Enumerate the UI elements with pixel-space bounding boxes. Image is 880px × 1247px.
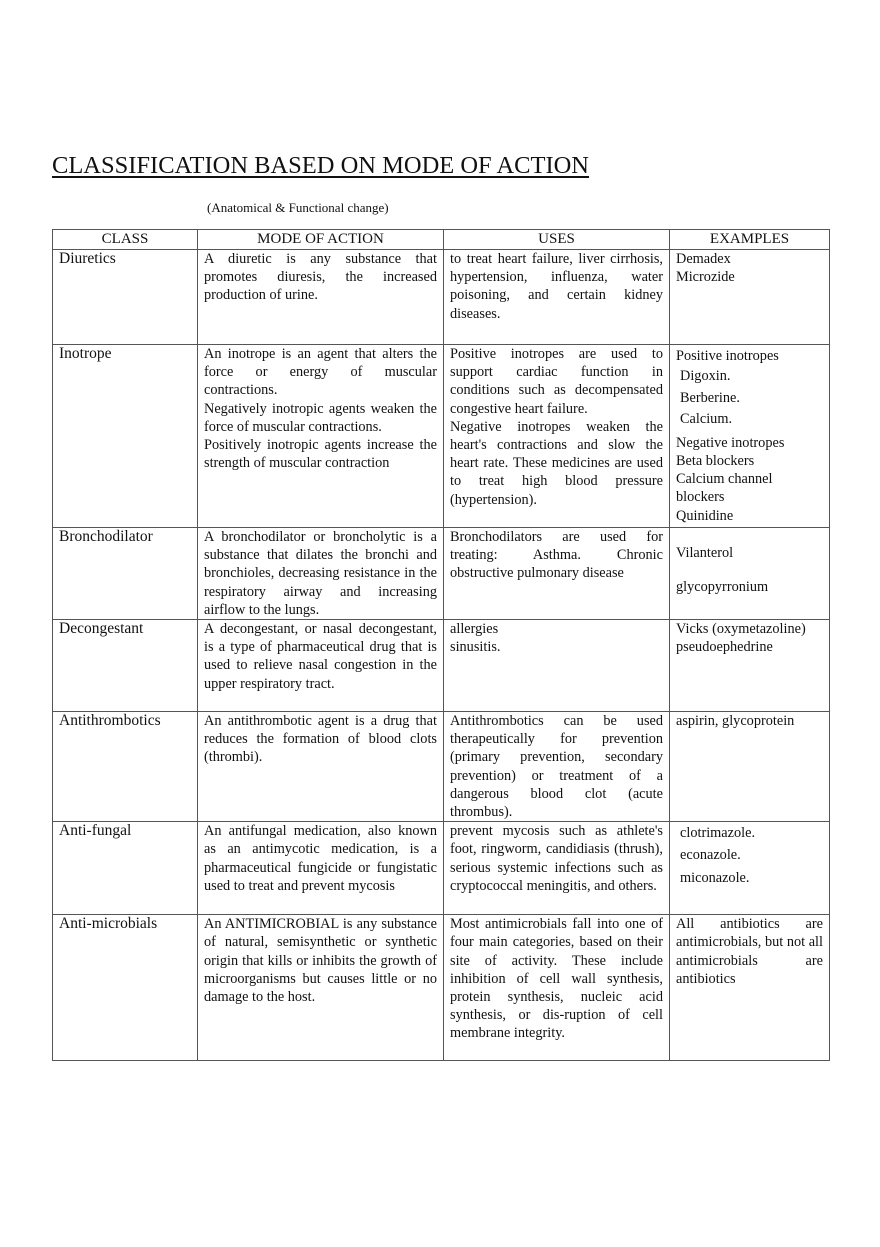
class-cell: Diuretics	[53, 250, 198, 345]
examples-cell	[670, 712, 830, 822]
mode-cell: A bronchodilator or broncholytic is a substance that dilates the bronchi and bronchioles, decreasing resistance in the respiratory airway and increasing airflow to the lungs.	[198, 528, 444, 620]
mode-cell: An antifungal medication, also known as an antimycotic medication, is a pharmaceutical fungicide or fungistatic used to treat and prevent mycosis	[198, 822, 444, 915]
examples-cell	[670, 822, 830, 915]
table-row-inotrope	[53, 345, 830, 528]
uses-cell: Bronchodilators are used for treating: Asthma. Chronic obstructive pulmonary disease	[444, 528, 670, 620]
class-cell: Bronchodilator	[53, 528, 198, 620]
header-class: CLASS	[53, 230, 198, 250]
mode-paragraph: Positively inotropic agents increase the strength of muscular contraction	[204, 437, 437, 472]
uses-cell: Antithrombotics can be used therapeutically for prevention (primary prevention, secondary prevention) or treatment of a dangerous blood clot (acute thrombus).	[444, 712, 670, 822]
uses-cell: Most antimicrobials fall into one of four main categories, based on their site of activity. These include inhibition of cell wall synthesis, protein synthesis, nucleic acid synthesis, or dis-ruption of cell membrane integrity.	[444, 915, 670, 1061]
example-item: pseudoephedrine	[676, 639, 773, 656]
mode-cell	[198, 345, 444, 528]
uses-paragraph: Negative inotropes weaken the heart's contractions and slow the heart rate. These medicines are used to treat high blood pressure (hypertension).	[450, 418, 663, 508]
example-item: Demadex	[676, 251, 731, 267]
example-item: Calcium.	[680, 410, 733, 427]
example-item: Vilanterol	[676, 545, 734, 561]
table-row-anti-fungal	[53, 822, 830, 915]
example-item: Vicks (oxymetazoline)	[676, 621, 806, 638]
table-row-diuretics	[53, 250, 830, 345]
mode-cell: An ANTIMICROBIAL is any substance of natural, semisynthetic or synthetic origin that kills or inhibits the growth of microorganisms but causes little or no damage to the host.	[198, 915, 444, 1061]
example-item: Quinidine	[676, 507, 734, 524]
example-item: Digoxin.	[680, 368, 731, 385]
example-item: miconazole.	[680, 869, 750, 886]
examples-cell	[670, 620, 830, 712]
example-item: aspirin, glycoprotein	[676, 713, 795, 730]
example-item: Microzide	[676, 269, 735, 286]
example-heading: Negative inotropes	[676, 434, 785, 451]
uses-cell: to treat heart failure, liver cirrhosis, hypertension, influenza, water poisoning, and certain kidney diseases.	[444, 250, 670, 345]
example-item: Calcium channel blockers	[676, 471, 773, 506]
class-cell: Decongestant	[53, 620, 198, 712]
example-item: clotrimazole.	[680, 825, 756, 842]
uses-item: sinusitis.	[450, 639, 501, 656]
mode-cell: An antithrombotic agent is a drug that reduces the formation of blood clots (thrombi).	[198, 712, 444, 822]
example-item: econazole.	[680, 847, 741, 864]
mode-cell: A decongestant, or nasal decongestant, is a type of pharmaceutical drug that is used to relieve nasal congestion in the upper respiratory tract.	[198, 620, 444, 712]
classification-table	[52, 229, 830, 1061]
examples-cell: All antibiotics are antimicrobials, but not all antimicrobials are antibiotics	[670, 915, 830, 1061]
uses-cell	[444, 345, 670, 528]
table-header-row	[53, 230, 830, 250]
class-cell: Inotrope	[53, 345, 198, 528]
mode-cell: A diuretic is any substance that promotes diuresis, the increased production of urine.	[198, 250, 444, 345]
example-item: Beta blockers	[676, 453, 755, 470]
mode-paragraph: An inotrope is an agent that alters the force or energy of muscular contractions.	[204, 346, 437, 399]
examples-cell	[670, 250, 830, 345]
uses-cell	[444, 620, 670, 712]
table-row-bronchodilator	[53, 528, 830, 620]
uses-item: allergies	[450, 621, 499, 638]
page-subtitle: (Anatomical & Functional change)	[207, 200, 389, 215]
example-item: Berberine.	[680, 390, 740, 407]
header-examples: EXAMPLES	[670, 230, 830, 250]
uses-paragraph: Positive inotropes are used to support cardiac function in conditions such as decompensated congestive heart failure.	[450, 346, 663, 417]
header-mode-of-action: MODE OF ACTION	[198, 230, 444, 250]
class-cell: Anti-microbials	[53, 915, 198, 1061]
examples-cell	[670, 528, 830, 620]
example-item: glycopyrronium	[676, 579, 769, 596]
class-cell: Antithrombotics	[53, 712, 198, 822]
page-title: CLASSIFICATION BASED ON MODE OF ACTION	[52, 152, 590, 179]
header-uses: USES	[444, 230, 670, 250]
table-row-antithrombotics	[53, 712, 830, 822]
class-cell: Anti-fungal	[53, 822, 198, 915]
examples-cell	[670, 345, 830, 528]
mode-paragraph: Negatively inotropic agents weaken the force of muscular contractions.	[204, 400, 437, 435]
table-row-decongestant	[53, 620, 830, 712]
table-row-anti-microbials	[53, 915, 830, 1061]
example-heading: Positive inotropes	[676, 348, 779, 364]
uses-cell: prevent mycosis such as athlete's foot, ringworm, candidiasis (thrush), serious systemic infections such as cryptococcal meningitis, and others.	[444, 822, 670, 915]
